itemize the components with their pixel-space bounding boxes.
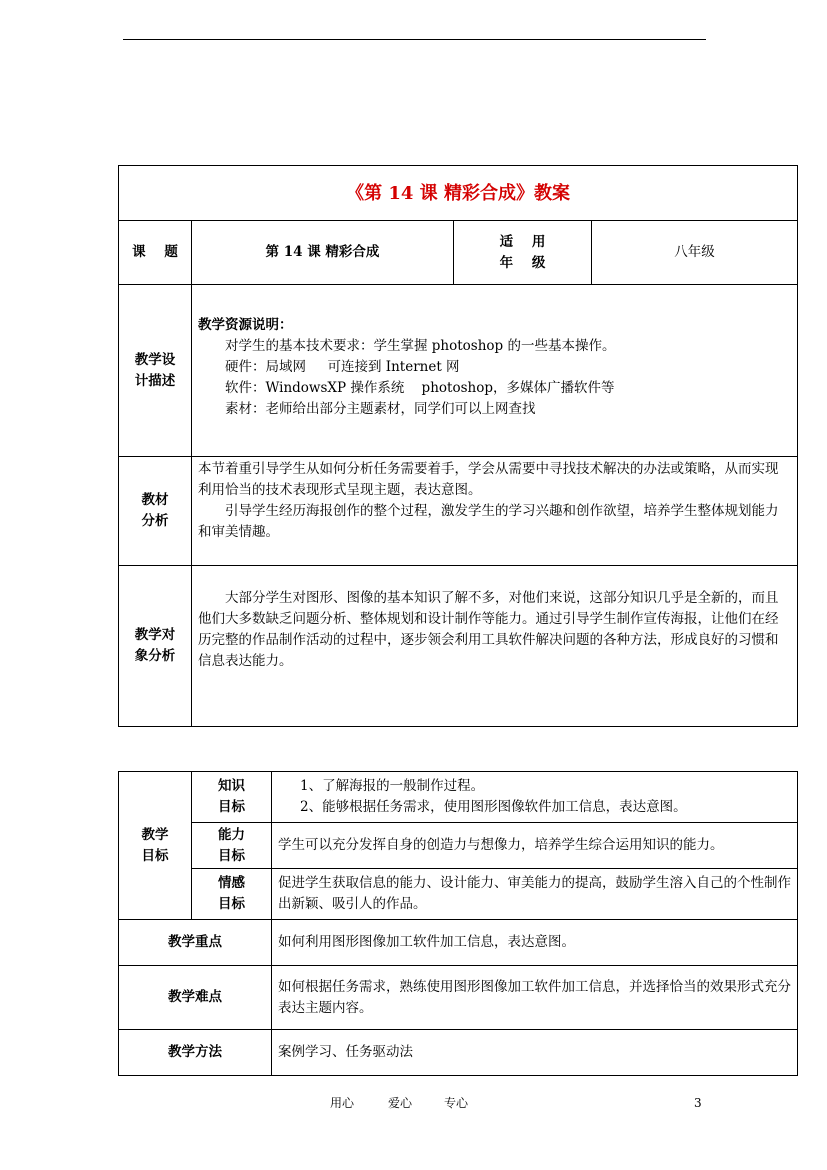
material-analysis bbox=[192, 457, 798, 566]
knowledge-goals bbox=[272, 772, 798, 823]
focus-text: 如何利用图形图像加工软件加工信息，表达意图。 bbox=[272, 920, 798, 966]
difficulty-text: 如何根据任务需求，熟练使用图形图像加工软件加工信息，并选择恰当的效果形式充分表达主题内容。 bbox=[272, 966, 798, 1030]
emotion-goals: 促进学生获取信息的能力、设计能力、审美能力的提高，鼓励学生溶入自己的个性制作出新颖、吸引人的作品。 bbox=[272, 869, 798, 920]
goals-table bbox=[118, 771, 798, 1076]
ability-label: 能力 目标 bbox=[192, 823, 272, 869]
method-text: 案例学习、任务驱动法 bbox=[272, 1030, 798, 1076]
knowledge-label: 知识 目标 bbox=[192, 772, 272, 823]
focus-label: 教学重点 bbox=[119, 920, 272, 966]
method-label: 教学方法 bbox=[119, 1030, 272, 1076]
ability-goals: 学生可以充分发挥自身的创造力与想像力，培养学生综合运用知识的能力。 bbox=[272, 823, 798, 869]
design-line: 硬件：局域网 可连接到 Internet 网 bbox=[225, 359, 460, 375]
design-heading: 教学资源说明： bbox=[198, 317, 293, 333]
topic-label: 课 题 bbox=[119, 221, 192, 285]
grade-value: 八年级 bbox=[592, 221, 798, 285]
design-label: 教学设 计描述 bbox=[119, 285, 192, 457]
goals-label: 教学 目标 bbox=[119, 772, 192, 920]
design-line: 对学生的基本技术要求：学生掌握 photoshop 的一些基本操作。 bbox=[225, 338, 616, 354]
knowledge-item: 2、能够根据任务需求，使用图形图像软件加工信息，表达意图。 bbox=[300, 799, 687, 815]
page-number: 3 bbox=[694, 1096, 702, 1110]
footer-word: 专心 bbox=[444, 1096, 469, 1110]
knowledge-item: 1、了解海报的一般制作过程。 bbox=[300, 778, 485, 794]
lesson-title: 《第 14 课 精彩合成》教案 bbox=[119, 166, 798, 221]
material-p1: 本节着重引导学生从如何分析任务需要着手，学会从需要中寻找技术解决的办法或策略，从而实现利用恰当的技术表现形式呈现主题，表达意图。 bbox=[198, 461, 779, 498]
difficulty-label: 教学难点 bbox=[119, 966, 272, 1030]
material-p2: 引导学生经历海报创作的整个过程，激发学生的学习兴趣和创作欲望，培养学生整体规划能力和审美情趣。 bbox=[198, 503, 779, 540]
topic-value: 第 14 课 精彩合成 bbox=[192, 221, 454, 285]
student-label: 教学对 象分析 bbox=[119, 566, 192, 727]
material-label: 教材 分析 bbox=[119, 457, 192, 566]
lesson-plan-table bbox=[118, 165, 798, 727]
footer-word: 用心 bbox=[330, 1096, 355, 1110]
header-rule bbox=[123, 39, 706, 40]
footer-word: 爱心 bbox=[388, 1096, 413, 1110]
design-description bbox=[192, 285, 798, 457]
design-line: 素材：老师给出部分主题素材，同学们可以上网查找 bbox=[225, 401, 536, 417]
grade-label: 适 用 年 级 bbox=[454, 221, 592, 285]
student-analysis: 大部分学生对图形、图像的基本知识了解不多，对他们来说，这部分知识几乎是全新的，而且他们大多数缺乏问题分析、整体规划和设计制作等能力。通过引导学生制作宣传海报，让他们在经历完整的作品制作活动的过程中，逐步领会利用工具软件解决问题的各种方法，形成良好的习惯和信息表达能力。 bbox=[192, 566, 798, 727]
emotion-label: 情感 目标 bbox=[192, 869, 272, 920]
design-line: 软件：WindowsXP 操作系统 photoshop，多媒体广播软件等 bbox=[225, 380, 615, 396]
